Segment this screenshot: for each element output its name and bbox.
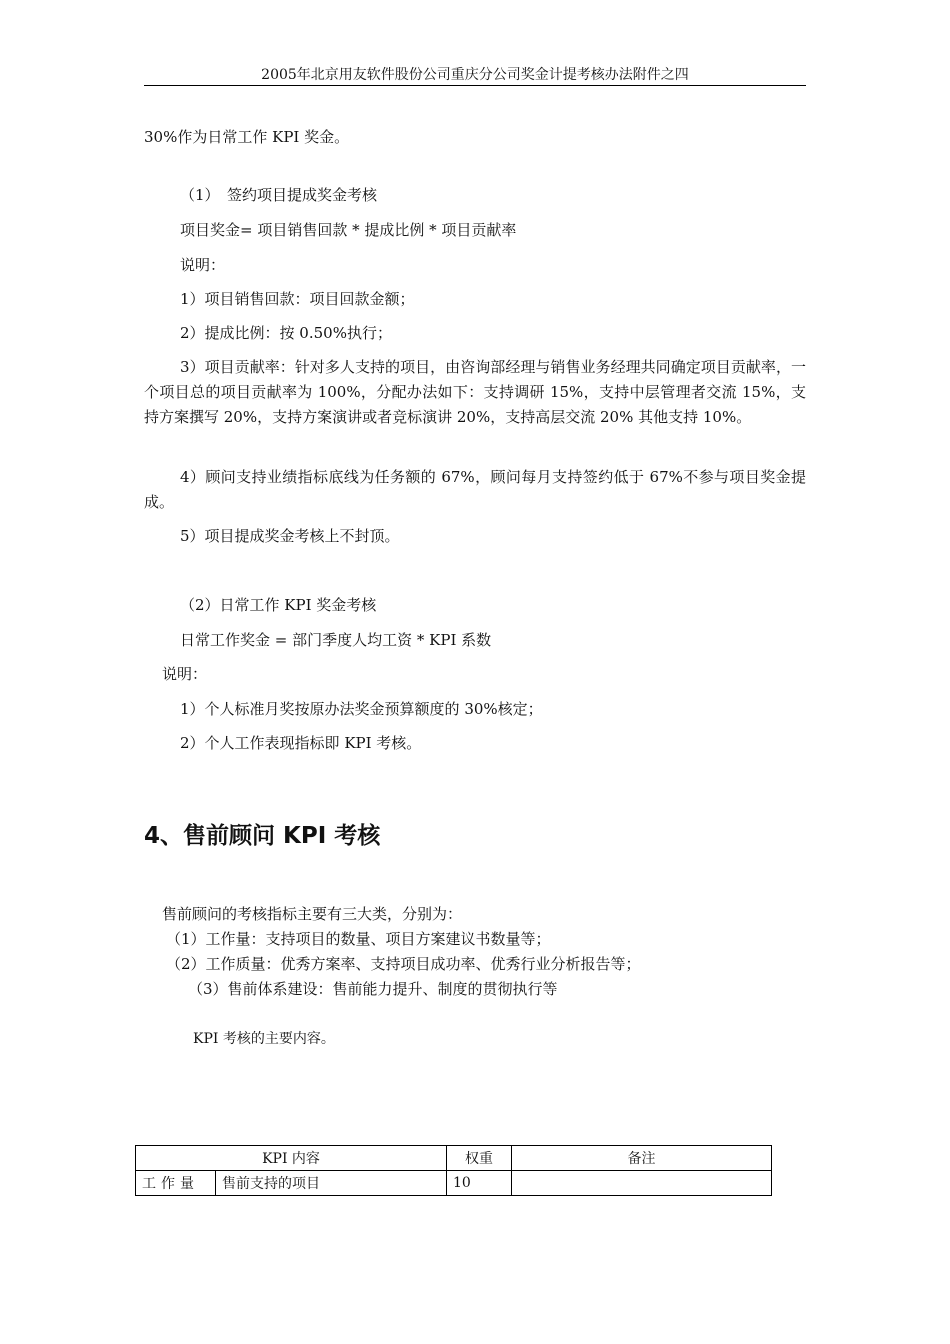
- cell-item: 售前支持的项目: [216, 1171, 447, 1196]
- section4-item-1: （1）工作量：支持项目的数量、项目方案建议书数量等；: [166, 930, 551, 948]
- section1-item-2: 2）提成比例：按 0.50%执行；: [180, 324, 392, 342]
- page-header: 2005年北京用友软件股份公司重庆分公司奖金计提考核办法附件之四: [261, 67, 689, 83]
- header-remark: 备注: [512, 1146, 772, 1171]
- section1-item-1: 1）项目销售回款：项目回款金额；: [180, 290, 415, 308]
- section2-note-label: 说明：: [162, 665, 208, 683]
- header-kpi-content: KPI 内容: [136, 1146, 447, 1171]
- section1-formula: 项目奖金= 项目销售回款 * 提成比例 * 项目贡献率: [180, 221, 517, 239]
- section2-item-2: 2）个人工作表现指标即 KPI 考核。: [180, 734, 422, 752]
- section2-item-1: 1）个人标准月奖按原办法奖金预算额度的 30%核定；: [180, 700, 543, 718]
- section2-title: （2）日常工作 KPI 奖金考核: [180, 596, 377, 614]
- table-row: [136, 1171, 772, 1196]
- cell-weight: 10: [447, 1171, 512, 1196]
- section1-item-5: 5）项目提成奖金考核上不封顶。: [180, 527, 400, 545]
- header-weight: 权重: [447, 1146, 512, 1171]
- section4-item-2: （2）工作质量：优秀方案率、支持项目成功率、优秀行业分析报告等；: [166, 955, 641, 973]
- section4-heading: 4、售前顾问 KPI 考核: [144, 823, 381, 849]
- section2-formula: 日常工作奖金 = 部门季度人均工资 * KPI 系数: [180, 631, 492, 649]
- section1-title: （1） 签约项目提成奖金考核: [180, 186, 378, 204]
- section4-intro: 售前顾问的考核指标主要有三大类，分别为：: [162, 905, 463, 923]
- kpi-note: KPI 考核的主要内容。: [193, 1031, 335, 1047]
- section1-item-4: 4）顾问支持业绩指标底线为任务额的 67%，顾问每月支持签约低于 67%不参与项目奖金提成。: [144, 468, 806, 511]
- header-rule: [144, 85, 806, 86]
- section1-note-label: 说明：: [180, 256, 226, 274]
- intro-text: 30%作为日常工作 KPI 奖金。: [144, 128, 350, 146]
- section4-item-3: （3）售前体系建设：售前能力提升、制度的贯彻执行等: [188, 980, 558, 998]
- table-header-row: [136, 1146, 772, 1171]
- section1-item-3: 3）项目贡献率：针对多人支持的项目，由咨询部经理与销售业务经理共同确定项目贡献率，一个项目总的项目贡献率为 100%，分配办法如下：支持调研 15%，支持中层管理者交流 15%，支持方案撰写 20%，支持方案演讲或者竞标演讲 20%，支持高层交流 20% 其他支持 10%。: [144, 358, 806, 426]
- cell-remark: [512, 1171, 772, 1196]
- kpi-table: [135, 1145, 772, 1196]
- cell-category: 工作量: [136, 1171, 216, 1196]
